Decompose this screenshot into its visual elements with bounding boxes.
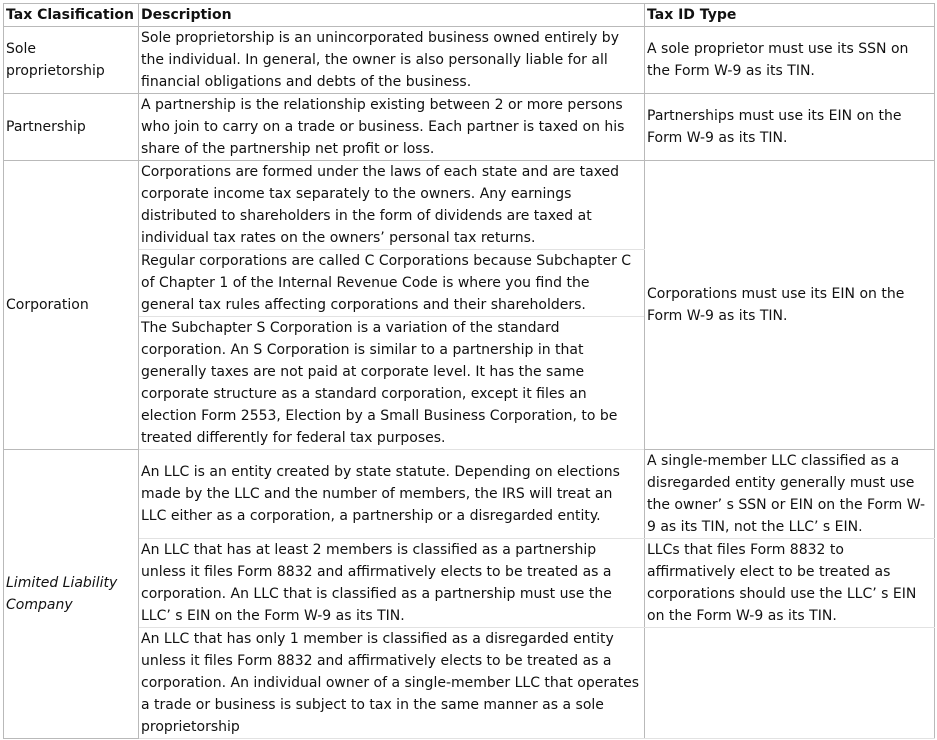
description-cell: An LLC that has only 1 member is classified as a disregarded entity unless it files Form 8832 and affirmatively elects to be treated as a corporation. An individual owner of a single-member LLC that operates a trade or business is subject to tax in the same manner as a sole proprietorship bbox=[139, 628, 645, 739]
description-cell: An LLC is an entity created by state statute. Depending on elections made by the LLC and the number of members, the IRS will treat an LLC either as a corporation, a partnership or a disregarded entity. bbox=[139, 450, 645, 539]
tax-id-cell: Partnerships must use its EIN on the Form W-9 as its TIN. bbox=[645, 94, 935, 161]
tax-id-cell: A sole proprietor must use its SSN on the Form W-9 as its TIN. bbox=[645, 27, 935, 94]
classification-cell: Limited Liability Company bbox=[4, 450, 139, 739]
table-row bbox=[4, 94, 935, 161]
header-classification: Tax Clasification bbox=[4, 4, 139, 27]
tax-id-cell: Corporations must use its EIN on the Form W-9 as its TIN. bbox=[645, 161, 935, 450]
table-row bbox=[4, 161, 935, 250]
description-cell: Sole proprietorship is an unincorporated business owned entirely by the individual. In general, the owner is also personally liable for all financial obligations and debts of the business. bbox=[139, 27, 645, 94]
tax-id-cell: LLCs that files Form 8832 to affirmatively elect to be treated as corporations should use the LLC’ s EIN on the Form W-9 as its TIN. bbox=[645, 539, 935, 628]
description-cell: Corporations are formed under the laws of each state and are taxed corporate income tax separately to the owners. Any earnings distributed to shareholders in the form of dividends are taxed at individual tax rates on the owners’ personal tax returns. bbox=[139, 161, 645, 250]
description-cell: A partnership is the relationship existing between 2 or more persons who join to carry on a trade or business. Each partner is taxed on his share of the partnership net profit or loss. bbox=[139, 94, 645, 161]
tax-classification-table bbox=[3, 3, 935, 739]
header-description: Description bbox=[139, 4, 645, 27]
table-subrow bbox=[4, 628, 935, 739]
table-row bbox=[4, 27, 935, 94]
classification-cell: Partnership bbox=[4, 94, 139, 161]
header-row bbox=[4, 4, 935, 27]
classification-cell: Corporation bbox=[4, 161, 139, 450]
table-row bbox=[4, 450, 935, 539]
classification-cell: Sole proprietorship bbox=[4, 27, 139, 94]
tax-id-cell bbox=[645, 628, 935, 739]
table-subrow bbox=[4, 539, 935, 628]
description-cell: Regular corporations are called C Corporations because Subchapter C of Chapter 1 of the Internal Revenue Code is where you find the general tax rules affecting corporations and their shareholders. bbox=[139, 250, 645, 317]
description-cell: An LLC that has at least 2 members is classified as a partnership unless it files Form 8832 and affirmatively elects to be treated as a corporation. An LLC that is classified as a partnership must use the LLC’ s EIN on the Form W-9 as its TIN. bbox=[139, 539, 645, 628]
header-tax-id-type: Tax ID Type bbox=[645, 4, 935, 27]
tax-id-cell: A single-member LLC classified as a disregarded entity generally must use the owner’ s SSN or EIN on the Form W-9 as its TIN, not the LLC’ s EIN. bbox=[645, 450, 935, 539]
description-cell: The Subchapter S Corporation is a variation of the standard corporation. An S Corporation is similar to a partnership in that generally taxes are not paid at corporate level. It has the same corporate structure as a standard corporation, except it files an election Form 2553, Election by a Small Business Corporation, to be treated differently for federal tax purposes. bbox=[139, 317, 645, 450]
